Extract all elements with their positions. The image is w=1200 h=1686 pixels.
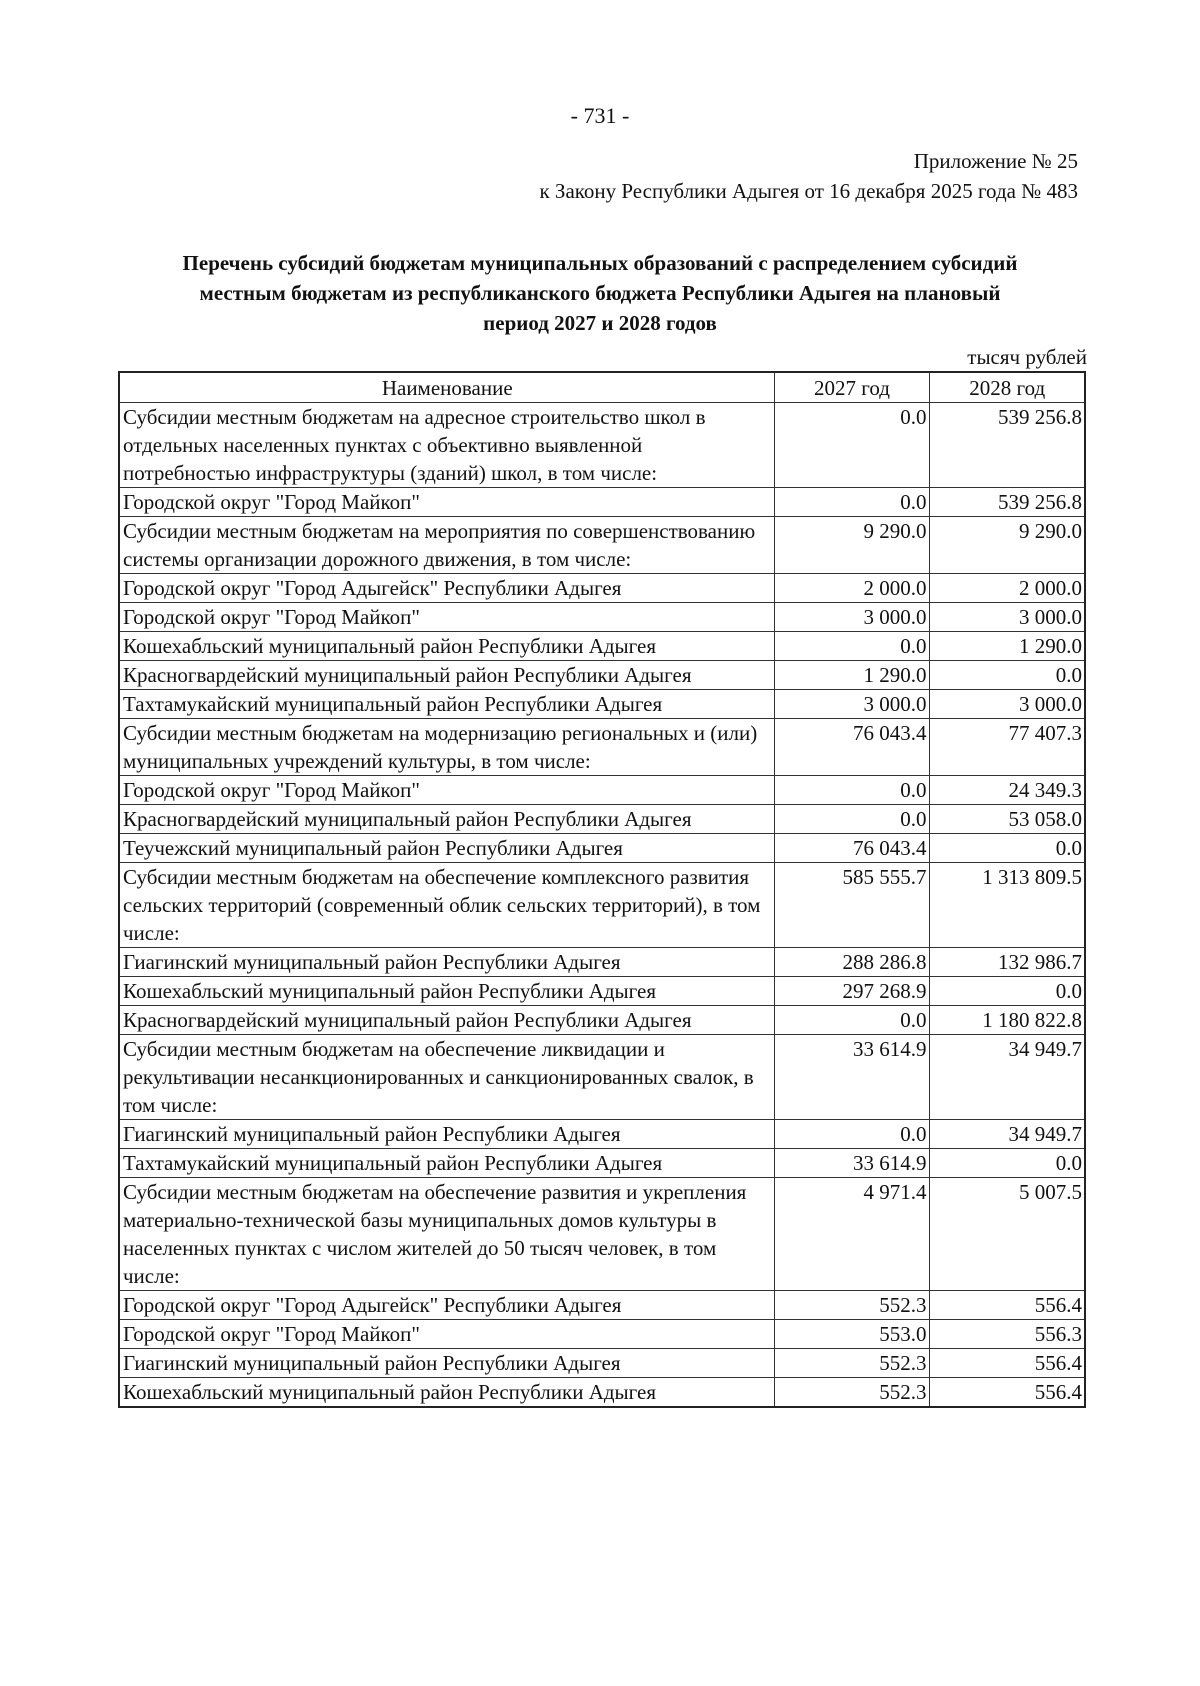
row-name-cell: Гиагинский муниципальный район Республики Адыгея [119,948,774,977]
row-value-2027: 297 268.9 [774,977,929,1006]
row-value-2027: 0.0 [774,488,929,517]
row-value-2027: 9 290.0 [774,517,929,574]
table-row [119,719,1085,776]
row-value-2027: 76 043.4 [774,834,929,863]
row-value-2028: 24 349.3 [929,776,1085,805]
row-name-cell: Тахтамукайский муниципальный район Республики Адыгея [119,1149,774,1178]
table-row [119,1149,1085,1178]
table-row [119,661,1085,690]
row-value-2027: 552.3 [774,1378,929,1408]
row-name-cell: Субсидии местным бюджетам на модернизацию региональных и (или) муниципальных учреждений культуры, в том числе: [119,719,774,776]
table-row [119,1035,1085,1120]
row-value-2028: 0.0 [929,661,1085,690]
table-row [119,977,1085,1006]
table-row [119,403,1085,488]
row-name-cell: Гиагинский муниципальный район Республики Адыгея [119,1120,774,1149]
row-value-2027: 0.0 [774,403,929,488]
table-header-row [119,372,1085,403]
row-value-2028: 77 407.3 [929,719,1085,776]
row-value-2028: 539 256.8 [929,488,1085,517]
appendix-note [539,146,1078,206]
row-name-cell: Субсидии местным бюджетам на мероприятия по совершенствованию системы организации дорожного движения, в том числе: [119,517,774,574]
row-name-cell: Городской округ "Город Адыгейск" Республики Адыгея [119,1291,774,1320]
table-row [119,834,1085,863]
row-value-2028: 3 000.0 [929,603,1085,632]
appendix-line-1: Приложение № 25 [913,149,1078,173]
row-name-cell: Теучежский муниципальный район Республики Адыгея [119,834,774,863]
table-row [119,1178,1085,1291]
row-value-2027: 552.3 [774,1291,929,1320]
row-value-2027: 0.0 [774,805,929,834]
row-value-2027: 288 286.8 [774,948,929,977]
table-row [119,1378,1085,1408]
document-title [110,248,1090,338]
table-row [119,863,1085,948]
title-line-3: период 2027 и 2028 годов [483,311,717,335]
row-name-cell: Городской округ "Город Адыгейск" Республики Адыгея [119,574,774,603]
row-value-2027: 2 000.0 [774,574,929,603]
row-name-cell: Красногвардейский муниципальный район Республики Адыгея [119,1006,774,1035]
header-2028: 2028 год [929,372,1085,403]
row-value-2027: 76 043.4 [774,719,929,776]
page-number: - 731 - [570,103,630,128]
subsidy-table [118,371,1086,1408]
row-value-2028: 0.0 [929,834,1085,863]
row-value-2028: 132 986.7 [929,948,1085,977]
row-value-2027: 3 000.0 [774,603,929,632]
table-row [119,776,1085,805]
row-value-2027: 552.3 [774,1349,929,1378]
row-value-2027: 0.0 [774,1006,929,1035]
table-body [119,403,1085,1408]
row-value-2028: 53 058.0 [929,805,1085,834]
row-name-cell: Тахтамукайский муниципальный район Республики Адыгея [119,690,774,719]
table-row [119,1320,1085,1349]
table-row [119,1349,1085,1378]
row-value-2028: 0.0 [929,1149,1085,1178]
title-line-2: местным бюджетам из республиканского бюджета Республики Адыгея на плановый [199,281,1001,305]
row-value-2027: 4 971.4 [774,1178,929,1291]
row-value-2028: 1 313 809.5 [929,863,1085,948]
row-value-2027: 1 290.0 [774,661,929,690]
row-value-2027: 33 614.9 [774,1035,929,1120]
row-name-cell: Городской округ "Город Майкоп" [119,776,774,805]
row-value-2028: 556.3 [929,1320,1085,1349]
row-value-2027: 33 614.9 [774,1149,929,1178]
row-value-2028: 9 290.0 [929,517,1085,574]
appendix-line-2: к Закону Республики Адыгея от 16 декабря 2025 года № 483 [539,179,1078,203]
row-value-2028: 0.0 [929,977,1085,1006]
table-row [119,805,1085,834]
row-name-cell: Гиагинский муниципальный район Республики Адыгея [119,1349,774,1378]
row-name-cell: Красногвардейский муниципальный район Республики Адыгея [119,805,774,834]
row-name-cell: Городской округ "Город Майкоп" [119,1320,774,1349]
row-value-2028: 556.4 [929,1378,1085,1408]
row-value-2028: 5 007.5 [929,1178,1085,1291]
row-name-cell: Субсидии местным бюджетам на обеспечение ликвидации и рекультивации несанкционированных и санкционированных свалок, в том числе: [119,1035,774,1120]
table-row [119,603,1085,632]
row-name-cell: Субсидии местным бюджетам на обеспечение развития и укрепления материально-технической базы муниципальных домов культуры в населенных пунктах с числом жителей до 50 тысяч человек, в том числе: [119,1178,774,1291]
units-label: тысяч рублей [967,345,1087,369]
row-value-2028: 34 949.7 [929,1035,1085,1120]
table-row [119,948,1085,977]
table-row [119,517,1085,574]
table-row [119,632,1085,661]
header-2027: 2027 год [774,372,929,403]
row-name-cell: Кошехабльский муниципальный район Республики Адыгея [119,1378,774,1408]
row-value-2027: 0.0 [774,1120,929,1149]
row-value-2028: 556.4 [929,1291,1085,1320]
title-line-1: Перечень субсидий бюджетам муниципальных образований с распределением субсидий [182,251,1018,275]
row-value-2027: 585 555.7 [774,863,929,948]
table-row [119,1120,1085,1149]
table-row [119,1006,1085,1035]
row-value-2027: 3 000.0 [774,690,929,719]
row-value-2028: 2 000.0 [929,574,1085,603]
row-name-cell: Кошехабльский муниципальный район Республики Адыгея [119,632,774,661]
row-name-cell: Городской округ "Город Майкоп" [119,488,774,517]
row-value-2028: 3 000.0 [929,690,1085,719]
row-value-2028: 34 949.7 [929,1120,1085,1149]
table-row [119,574,1085,603]
row-name-cell: Субсидии местным бюджетам на обеспечение комплексного развития сельских территорий (современный облик сельских территорий), в том числе: [119,863,774,948]
row-value-2028: 1 290.0 [929,632,1085,661]
table-row [119,690,1085,719]
row-name-cell: Субсидии местным бюджетам на адресное строительство школ в отдельных населенных пунктах с объективно выявленной потребностью инфраструктуры (зданий) школ, в том числе: [119,403,774,488]
row-name-cell: Городской округ "Город Майкоп" [119,603,774,632]
row-name-cell: Красногвардейский муниципальный район Республики Адыгея [119,661,774,690]
row-value-2028: 539 256.8 [929,403,1085,488]
table-row [119,488,1085,517]
row-value-2027: 553.0 [774,1320,929,1349]
row-name-cell: Кошехабльский муниципальный район Республики Адыгея [119,977,774,1006]
row-value-2028: 1 180 822.8 [929,1006,1085,1035]
row-value-2028: 556.4 [929,1349,1085,1378]
row-value-2027: 0.0 [774,632,929,661]
table-row [119,1291,1085,1320]
row-value-2027: 0.0 [774,776,929,805]
header-name: Наименование [119,372,774,403]
